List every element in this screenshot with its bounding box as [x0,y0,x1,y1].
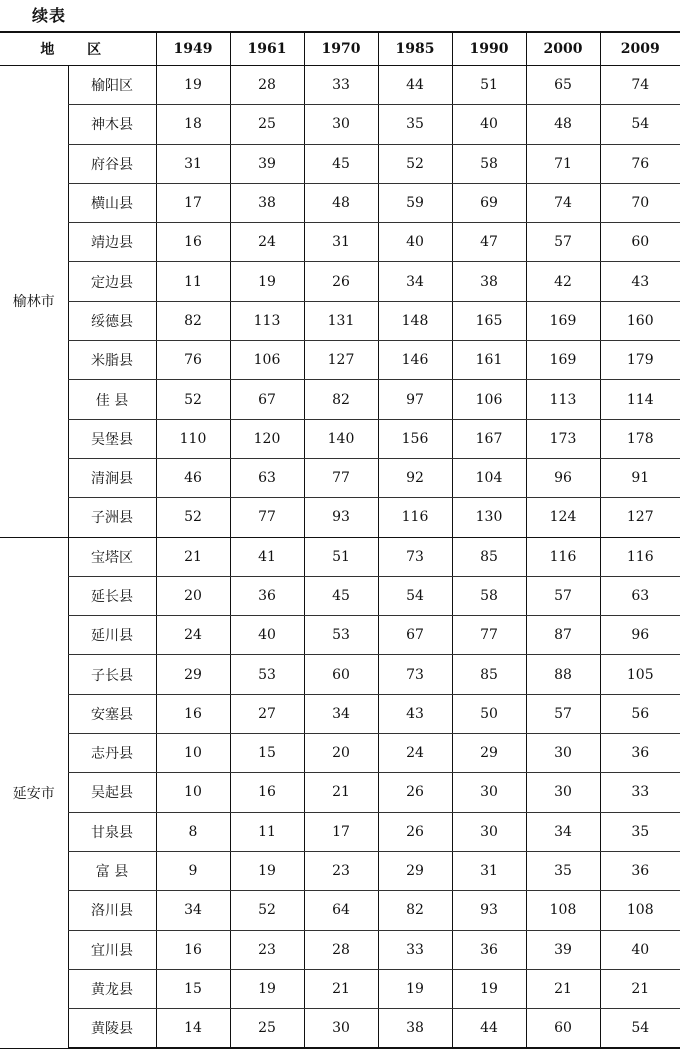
value-cell: 11 [156,262,230,301]
value-cell: 28 [230,66,304,105]
value-cell: 30 [452,773,526,812]
value-cell: 48 [526,105,600,144]
county-name: 靖边县 [68,223,156,262]
table-row [0,812,680,851]
value-cell: 15 [156,969,230,1008]
value-cell: 45 [304,576,378,615]
value-cell: 33 [304,66,378,105]
value-cell: 23 [304,851,378,890]
header-year: 1961 [230,32,304,66]
value-cell: 36 [452,930,526,969]
table-row [0,262,680,301]
county-name: 佳 县 [68,380,156,419]
header-year: 2000 [526,32,600,66]
county-name: 府谷县 [68,144,156,183]
value-cell: 21 [600,969,680,1008]
value-cell: 33 [378,930,452,969]
value-cell: 92 [378,458,452,497]
value-cell: 73 [378,537,452,576]
value-cell: 113 [526,380,600,419]
value-cell: 19 [230,851,304,890]
value-cell: 53 [304,616,378,655]
value-cell: 54 [600,105,680,144]
value-cell: 124 [526,498,600,537]
value-cell: 65 [526,66,600,105]
county-name: 黄陵县 [68,1009,156,1049]
value-cell: 77 [230,498,304,537]
value-cell: 54 [600,1009,680,1049]
value-cell: 87 [526,616,600,655]
value-cell: 88 [526,655,600,694]
county-name: 子洲县 [68,498,156,537]
county-name: 黄龙县 [68,969,156,1008]
value-cell: 21 [526,969,600,1008]
value-cell: 21 [156,537,230,576]
value-cell: 28 [304,930,378,969]
table-row [0,773,680,812]
value-cell: 54 [378,576,452,615]
value-cell: 21 [304,773,378,812]
value-cell: 156 [378,419,452,458]
table-row [0,458,680,497]
value-cell: 48 [304,183,378,222]
value-cell: 30 [526,734,600,773]
value-cell: 76 [600,144,680,183]
county-name: 宝塔区 [68,537,156,576]
value-cell: 169 [526,301,600,340]
value-cell: 160 [600,301,680,340]
value-cell: 179 [600,341,680,380]
value-cell: 24 [156,616,230,655]
county-name: 绥德县 [68,301,156,340]
value-cell: 17 [304,812,378,851]
table-row [0,1009,680,1049]
value-cell: 19 [452,969,526,1008]
value-cell: 64 [304,891,378,930]
value-cell: 30 [526,773,600,812]
value-cell: 44 [378,66,452,105]
value-cell: 57 [526,223,600,262]
value-cell: 96 [600,616,680,655]
data-table [0,31,680,1049]
county-name: 清涧县 [68,458,156,497]
value-cell: 20 [156,576,230,615]
value-cell: 165 [452,301,526,340]
table-continued-title: 续表 [32,6,67,25]
table-row [0,498,680,537]
value-cell: 17 [156,183,230,222]
value-cell: 23 [230,930,304,969]
value-cell: 58 [452,576,526,615]
value-cell: 38 [378,1009,452,1049]
value-cell: 26 [378,812,452,851]
county-name: 安塞县 [68,694,156,733]
value-cell: 108 [600,891,680,930]
value-cell: 93 [304,498,378,537]
value-cell: 39 [526,930,600,969]
value-cell: 16 [156,930,230,969]
value-cell: 40 [378,223,452,262]
value-cell: 29 [378,851,452,890]
value-cell: 31 [156,144,230,183]
value-cell: 27 [230,694,304,733]
value-cell: 67 [230,380,304,419]
value-cell: 34 [378,262,452,301]
value-cell: 77 [304,458,378,497]
value-cell: 71 [526,144,600,183]
value-cell: 116 [526,537,600,576]
header-year: 1970 [304,32,378,66]
value-cell: 57 [526,694,600,733]
value-cell: 105 [600,655,680,694]
value-cell: 148 [378,301,452,340]
value-cell: 34 [304,694,378,733]
value-cell: 74 [526,183,600,222]
value-cell: 51 [304,537,378,576]
value-cell: 167 [452,419,526,458]
value-cell: 178 [600,419,680,458]
value-cell: 24 [230,223,304,262]
table-row [0,537,680,576]
value-cell: 9 [156,851,230,890]
county-name: 宜川县 [68,930,156,969]
county-name: 洛川县 [68,891,156,930]
county-name: 定边县 [68,262,156,301]
header-year: 2009 [600,32,680,66]
value-cell: 173 [526,419,600,458]
value-cell: 16 [230,773,304,812]
value-cell: 43 [378,694,452,733]
value-cell: 47 [452,223,526,262]
value-cell: 44 [452,1009,526,1049]
value-cell: 20 [304,734,378,773]
value-cell: 40 [452,105,526,144]
value-cell: 10 [156,773,230,812]
value-cell: 116 [378,498,452,537]
value-cell: 131 [304,301,378,340]
value-cell: 116 [600,537,680,576]
value-cell: 14 [156,1009,230,1049]
value-cell: 31 [452,851,526,890]
value-cell: 104 [452,458,526,497]
city-name: 延安市 [0,537,68,1048]
value-cell: 114 [600,380,680,419]
value-cell: 41 [230,537,304,576]
value-cell: 45 [304,144,378,183]
value-cell: 19 [230,969,304,1008]
value-cell: 77 [452,616,526,655]
table-row [0,851,680,890]
value-cell: 42 [526,262,600,301]
county-name: 富 县 [68,851,156,890]
value-cell: 106 [452,380,526,419]
value-cell: 69 [452,183,526,222]
value-cell: 67 [378,616,452,655]
table-row [0,969,680,1008]
value-cell: 36 [230,576,304,615]
value-cell: 36 [600,734,680,773]
value-cell: 30 [304,105,378,144]
value-cell: 82 [304,380,378,419]
value-cell: 24 [378,734,452,773]
value-cell: 140 [304,419,378,458]
county-name: 延川县 [68,616,156,655]
table-row [0,341,680,380]
value-cell: 58 [452,144,526,183]
value-cell: 52 [230,891,304,930]
county-name: 子长县 [68,655,156,694]
value-cell: 36 [600,851,680,890]
value-cell: 40 [230,616,304,655]
city-name: 榆林市 [0,66,68,538]
value-cell: 8 [156,812,230,851]
value-cell: 26 [378,773,452,812]
value-cell: 29 [156,655,230,694]
value-cell: 59 [378,183,452,222]
value-cell: 120 [230,419,304,458]
table-row [0,144,680,183]
value-cell: 130 [452,498,526,537]
value-cell: 31 [304,223,378,262]
value-cell: 50 [452,694,526,733]
value-cell: 25 [230,1009,304,1049]
header-region: 地 区 [0,32,156,66]
value-cell: 35 [526,851,600,890]
table-row [0,183,680,222]
value-cell: 19 [378,969,452,1008]
table-row [0,380,680,419]
value-cell: 52 [156,380,230,419]
value-cell: 52 [156,498,230,537]
value-cell: 56 [600,694,680,733]
value-cell: 76 [156,341,230,380]
value-cell: 96 [526,458,600,497]
county-name: 甘泉县 [68,812,156,851]
county-name: 延长县 [68,576,156,615]
table-row [0,694,680,733]
table-row [0,105,680,144]
value-cell: 30 [452,812,526,851]
table-row [0,576,680,615]
value-cell: 26 [304,262,378,301]
value-cell: 43 [600,262,680,301]
value-cell: 34 [526,812,600,851]
table-row [0,734,680,773]
value-cell: 18 [156,105,230,144]
value-cell: 15 [230,734,304,773]
value-cell: 60 [304,655,378,694]
value-cell: 97 [378,380,452,419]
value-cell: 35 [600,812,680,851]
header-year: 1990 [452,32,526,66]
value-cell: 34 [156,891,230,930]
value-cell: 40 [600,930,680,969]
value-cell: 21 [304,969,378,1008]
value-cell: 19 [230,262,304,301]
value-cell: 110 [156,419,230,458]
county-name: 神木县 [68,105,156,144]
table-row [0,66,680,105]
value-cell: 39 [230,144,304,183]
value-cell: 146 [378,341,452,380]
value-cell: 127 [304,341,378,380]
value-cell: 91 [600,458,680,497]
header-year: 1985 [378,32,452,66]
value-cell: 35 [378,105,452,144]
table-row [0,419,680,458]
value-cell: 63 [600,576,680,615]
value-cell: 93 [452,891,526,930]
value-cell: 30 [304,1009,378,1049]
value-cell: 11 [230,812,304,851]
value-cell: 16 [156,694,230,733]
value-cell: 38 [452,262,526,301]
value-cell: 70 [600,183,680,222]
value-cell: 53 [230,655,304,694]
county-name: 吴堡县 [68,419,156,458]
value-cell: 82 [378,891,452,930]
table-row [0,223,680,262]
value-cell: 85 [452,537,526,576]
table-row [0,891,680,930]
value-cell: 38 [230,183,304,222]
value-cell: 74 [600,66,680,105]
header-row [0,32,680,66]
value-cell: 60 [526,1009,600,1049]
county-name: 志丹县 [68,734,156,773]
value-cell: 106 [230,341,304,380]
value-cell: 25 [230,105,304,144]
header-year: 1949 [156,32,230,66]
value-cell: 169 [526,341,600,380]
value-cell: 51 [452,66,526,105]
county-name: 吴起县 [68,773,156,812]
county-name: 榆阳区 [68,66,156,105]
value-cell: 108 [526,891,600,930]
value-cell: 127 [600,498,680,537]
value-cell: 16 [156,223,230,262]
value-cell: 10 [156,734,230,773]
value-cell: 82 [156,301,230,340]
value-cell: 63 [230,458,304,497]
table-row [0,616,680,655]
county-name: 横山县 [68,183,156,222]
table-row [0,655,680,694]
value-cell: 60 [600,223,680,262]
value-cell: 33 [600,773,680,812]
county-name: 米脂县 [68,341,156,380]
value-cell: 85 [452,655,526,694]
table-row [0,930,680,969]
value-cell: 113 [230,301,304,340]
value-cell: 19 [156,66,230,105]
value-cell: 29 [452,734,526,773]
value-cell: 52 [378,144,452,183]
table-row [0,301,680,340]
table-body [0,66,680,1049]
value-cell: 57 [526,576,600,615]
value-cell: 161 [452,341,526,380]
value-cell: 46 [156,458,230,497]
value-cell: 73 [378,655,452,694]
